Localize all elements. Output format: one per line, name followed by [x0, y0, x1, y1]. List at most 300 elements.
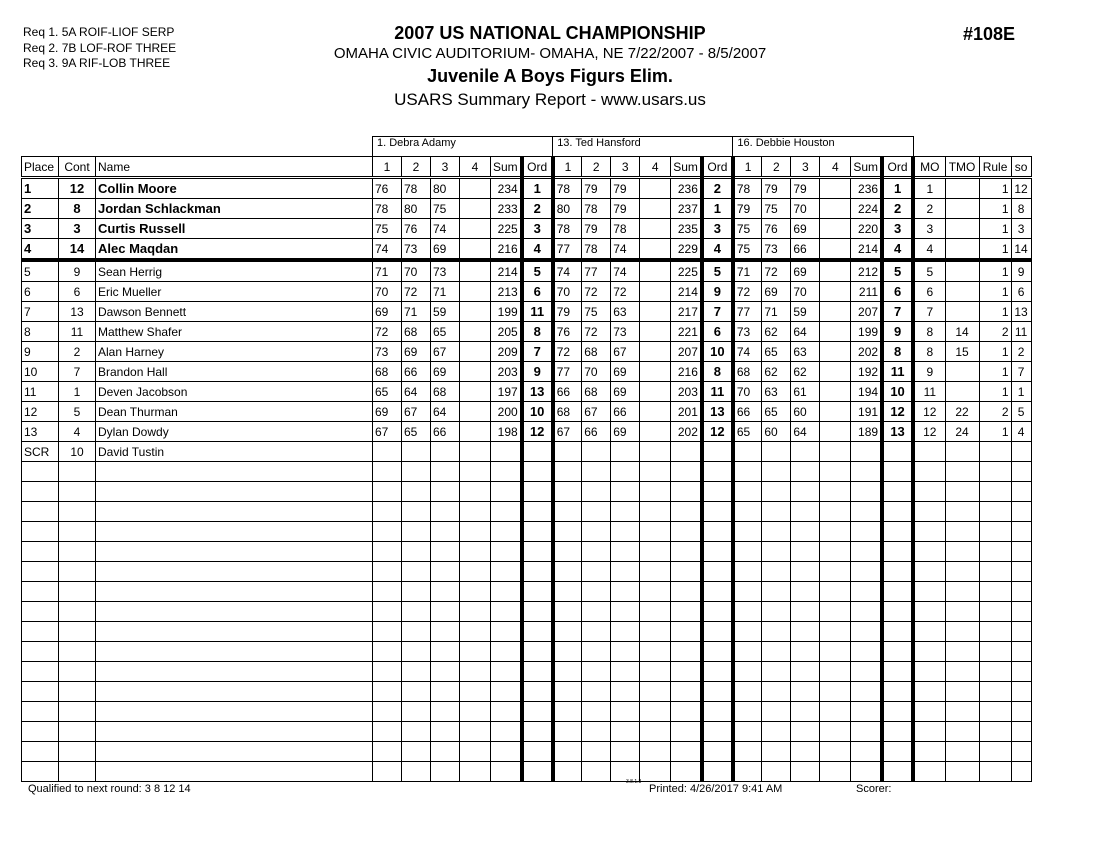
- score-cell: 78: [373, 199, 402, 219]
- score-cell: 75: [373, 219, 402, 239]
- empty-cell: [945, 462, 979, 482]
- score-cell: 76: [402, 219, 431, 239]
- empty-cell: [640, 462, 671, 482]
- col-judge2-ord: Ord: [702, 157, 733, 178]
- empty-cell: [733, 542, 762, 562]
- total-majority-ordinal: [945, 362, 979, 382]
- score-cell: 72: [582, 282, 611, 302]
- empty-cell: [1011, 682, 1031, 702]
- empty-cell: [762, 462, 791, 482]
- empty-cell: [882, 622, 913, 642]
- empty-cell: [373, 622, 402, 642]
- empty-cell: [820, 602, 851, 622]
- empty-cell: [762, 722, 791, 742]
- score-cell: 69: [373, 302, 402, 322]
- skater-name: Dean Thurman: [96, 402, 373, 422]
- empty-cell: [820, 722, 851, 742]
- score-cell: [820, 322, 851, 342]
- empty-cell: [582, 682, 611, 702]
- col-judge2-s3: 3: [611, 157, 640, 178]
- empty-cell: [522, 522, 553, 542]
- col-place: Place: [22, 157, 59, 178]
- empty-cell: [431, 682, 460, 702]
- empty-cell: [611, 662, 640, 682]
- majority-ordinal: 6: [913, 282, 945, 302]
- empty-cell: [762, 542, 791, 562]
- empty-cell: [851, 742, 882, 762]
- empty-cell: [882, 642, 913, 662]
- score-cell: [460, 402, 491, 422]
- score-cell: 77: [553, 239, 582, 261]
- empty-cell: [59, 662, 96, 682]
- empty-cell: [1011, 622, 1031, 642]
- score-cell: 75: [733, 219, 762, 239]
- contestant-number: 8: [59, 199, 96, 219]
- empty-cell: [553, 622, 582, 642]
- judge-ordinal: 3: [882, 219, 913, 239]
- empty-cell: [553, 582, 582, 602]
- empty-cell: [851, 562, 882, 582]
- total-majority-ordinal: 22: [945, 402, 979, 422]
- empty-cell: [402, 622, 431, 642]
- score-cell: [553, 442, 582, 462]
- judge-ordinal: 10: [882, 382, 913, 402]
- empty-cell: [402, 502, 431, 522]
- empty-cell: [460, 642, 491, 662]
- empty-cell: [762, 582, 791, 602]
- col-judge3-s4: 4: [820, 157, 851, 178]
- empty-cell: [791, 662, 820, 682]
- empty-cell: [1011, 742, 1031, 762]
- table-row: [22, 342, 1032, 362]
- empty-cell: [96, 642, 373, 662]
- empty-cell: [402, 762, 431, 782]
- empty-cell: [582, 642, 611, 662]
- empty-cell: [460, 722, 491, 742]
- score-cell: [460, 302, 491, 322]
- score-cell: 65: [733, 422, 762, 442]
- place-cell: 3: [22, 219, 59, 239]
- score-cell: 70: [582, 362, 611, 382]
- score-cell: [820, 442, 851, 462]
- empty-cell: [791, 702, 820, 722]
- empty-cell: [671, 502, 702, 522]
- empty-cell: [733, 622, 762, 642]
- score-cell: 65: [762, 402, 791, 422]
- rule-cell: 1: [979, 239, 1011, 261]
- empty-row: [22, 602, 1032, 622]
- score-cell: [640, 362, 671, 382]
- judge-ordinal: 8: [882, 342, 913, 362]
- score-cell: [460, 342, 491, 362]
- majority-ordinal: [913, 442, 945, 462]
- score-cell: 69: [431, 239, 460, 261]
- score-cell: 78: [582, 199, 611, 219]
- empty-cell: [762, 562, 791, 582]
- empty-cell: [553, 722, 582, 742]
- empty-cell: [22, 482, 59, 502]
- score-cell: 67: [611, 342, 640, 362]
- empty-cell: [671, 582, 702, 602]
- empty-cell: [945, 502, 979, 522]
- empty-cell: [491, 482, 522, 502]
- empty-cell: [851, 702, 882, 722]
- score-cell: 79: [762, 178, 791, 199]
- start-order: 3: [1011, 219, 1031, 239]
- col-judge3-s2: 2: [762, 157, 791, 178]
- empty-cell: [96, 662, 373, 682]
- empty-cell: [791, 562, 820, 582]
- empty-row: [22, 622, 1032, 642]
- score-cell: [820, 382, 851, 402]
- empty-row: [22, 682, 1032, 702]
- empty-cell: [791, 482, 820, 502]
- empty-cell: [373, 522, 402, 542]
- score-cell: 66: [733, 402, 762, 422]
- empty-cell: [702, 642, 733, 662]
- judge-ordinal: 6: [522, 282, 553, 302]
- empty-cell: [59, 762, 96, 782]
- score-cell: 77: [582, 260, 611, 282]
- judge-ordinal: 7: [522, 342, 553, 362]
- judge-ordinal: 9: [882, 322, 913, 342]
- score-cell: [640, 178, 671, 199]
- empty-cell: [402, 462, 431, 482]
- score-cell: [640, 302, 671, 322]
- empty-cell: [851, 682, 882, 702]
- empty-cell: [460, 482, 491, 502]
- place-cell: SCR: [22, 442, 59, 462]
- empty-cell: [522, 762, 553, 782]
- empty-cell: [522, 622, 553, 642]
- empty-cell: [1011, 562, 1031, 582]
- table-row: [22, 199, 1032, 219]
- empty-cell: [640, 682, 671, 702]
- score-cell: [820, 342, 851, 362]
- score-cell: 79: [553, 302, 582, 322]
- place-cell: 4: [22, 239, 59, 261]
- empty-cell: [491, 462, 522, 482]
- empty-cell: [402, 742, 431, 762]
- empty-cell: [96, 762, 373, 782]
- score-cell: 65: [402, 422, 431, 442]
- skater-name: Dylan Dowdy: [96, 422, 373, 442]
- empty-cell: [491, 542, 522, 562]
- score-cell: 67: [431, 342, 460, 362]
- empty-cell: [913, 682, 945, 702]
- judge-ordinal: 7: [882, 302, 913, 322]
- empty-cell: [979, 702, 1011, 722]
- empty-cell: [913, 742, 945, 762]
- empty-cell: [791, 622, 820, 642]
- empty-cell: [702, 462, 733, 482]
- empty-cell: [22, 522, 59, 542]
- empty-cell: [59, 562, 96, 582]
- empty-cell: [373, 582, 402, 602]
- empty-row: [22, 742, 1032, 762]
- score-cell: 72: [733, 282, 762, 302]
- skater-name: Dawson Bennett: [96, 302, 373, 322]
- empty-cell: [491, 762, 522, 782]
- score-cell: 67: [582, 402, 611, 422]
- empty-cell: [96, 722, 373, 742]
- place-cell: 6: [22, 282, 59, 302]
- score-cell: 79: [582, 219, 611, 239]
- col-judge2-s2: 2: [582, 157, 611, 178]
- empty-cell: [979, 522, 1011, 542]
- contestant-number: 12: [59, 178, 96, 199]
- empty-cell: [640, 502, 671, 522]
- judge-ordinal: 4: [882, 239, 913, 261]
- empty-cell: [913, 522, 945, 542]
- empty-cell: [791, 642, 820, 662]
- judge-sum: 199: [491, 302, 522, 322]
- score-cell: [460, 442, 491, 462]
- empty-cell: [1011, 542, 1031, 562]
- empty-cell: [702, 722, 733, 742]
- empty-cell: [491, 702, 522, 722]
- requirement-3: Req 3. 9A RIF-LOB THREE: [23, 56, 171, 70]
- scorer-label: Scorer:: [856, 783, 892, 795]
- empty-cell: [582, 522, 611, 542]
- empty-cell: [762, 702, 791, 722]
- col-mo: MO: [913, 157, 945, 178]
- rule-cell: 1: [979, 382, 1011, 402]
- empty-cell: [611, 462, 640, 482]
- score-cell: [460, 178, 491, 199]
- score-cell: [820, 199, 851, 219]
- empty-cell: [913, 562, 945, 582]
- empty-cell: [431, 522, 460, 542]
- empty-cell: [913, 602, 945, 622]
- score-cell: 70: [373, 282, 402, 302]
- score-cell: 74: [733, 342, 762, 362]
- empty-cell: [59, 482, 96, 502]
- rule-cell: 1: [979, 282, 1011, 302]
- empty-cell: [945, 582, 979, 602]
- judge-ordinal: 13: [702, 402, 733, 422]
- empty-cell: [59, 522, 96, 542]
- empty-cell: [553, 482, 582, 502]
- score-cell: 74: [373, 239, 402, 261]
- rule-cell: 2: [979, 322, 1011, 342]
- score-cell: 71: [402, 302, 431, 322]
- score-cell: 77: [733, 302, 762, 322]
- empty-cell: [702, 542, 733, 562]
- rule-cell: 1: [979, 260, 1011, 282]
- empty-cell: [979, 622, 1011, 642]
- score-cell: [640, 282, 671, 302]
- empty-cell: [431, 582, 460, 602]
- empty-cell: [431, 742, 460, 762]
- score-cell: 80: [402, 199, 431, 219]
- judge-ordinal: 12: [882, 402, 913, 422]
- score-cell: 71: [762, 302, 791, 322]
- empty-cell: [1011, 582, 1031, 602]
- empty-cell: [1011, 522, 1031, 542]
- score-cell: 75: [431, 199, 460, 219]
- score-cell: 78: [582, 239, 611, 261]
- empty-cell: [913, 662, 945, 682]
- total-majority-ordinal: [945, 260, 979, 282]
- score-cell: [640, 260, 671, 282]
- judge-ordinal: 5: [702, 260, 733, 282]
- place-cell: 7: [22, 302, 59, 322]
- empty-cell: [460, 702, 491, 722]
- contestant-number: 14: [59, 239, 96, 261]
- empty-cell: [791, 542, 820, 562]
- empty-cell: [402, 582, 431, 602]
- empty-cell: [582, 562, 611, 582]
- judge-ordinal: 5: [882, 260, 913, 282]
- empty-cell: [1011, 462, 1031, 482]
- empty-cell: [491, 682, 522, 702]
- empty-cell: [945, 702, 979, 722]
- empty-cell: [945, 762, 979, 782]
- judge-sum: 229: [671, 239, 702, 261]
- empty-cell: [22, 702, 59, 722]
- empty-cell: [96, 482, 373, 502]
- col-judge2-s4: 4: [640, 157, 671, 178]
- empty-cell: [522, 682, 553, 702]
- empty-cell: [22, 582, 59, 602]
- score-cell: 72: [373, 322, 402, 342]
- empty-cell: [96, 622, 373, 642]
- judge-ordinal: 4: [702, 239, 733, 261]
- total-majority-ordinal: [945, 178, 979, 199]
- empty-cell: [851, 602, 882, 622]
- col-judge1-s2: 2: [402, 157, 431, 178]
- empty-cell: [882, 582, 913, 602]
- empty-cell: [611, 542, 640, 562]
- empty-cell: [611, 642, 640, 662]
- empty-cell: [22, 622, 59, 642]
- score-cell: 70: [733, 382, 762, 402]
- empty-cell: [582, 542, 611, 562]
- event-title: Juvenile A Boys Figurs Elim.: [427, 66, 673, 86]
- empty-cell: [945, 542, 979, 562]
- empty-cell: [553, 542, 582, 562]
- empty-cell: [733, 602, 762, 622]
- judge-ordinal: 11: [522, 302, 553, 322]
- skater-name: Jordan Schlackman: [96, 199, 373, 219]
- contestant-number: 2: [59, 342, 96, 362]
- empty-cell: [820, 542, 851, 562]
- col-judge2-sum: Sum: [671, 157, 702, 178]
- empty-cell: [762, 642, 791, 662]
- empty-cell: [611, 702, 640, 722]
- judge-sum: 202: [851, 342, 882, 362]
- empty-cell: [373, 482, 402, 502]
- score-cell: [611, 442, 640, 462]
- col-judge3-sum: Sum: [851, 157, 882, 178]
- empty-cell: [945, 622, 979, 642]
- requirements-list: [23, 25, 176, 72]
- judge-ordinal: 13: [522, 382, 553, 402]
- score-cell: 68: [373, 362, 402, 382]
- empty-cell: [882, 462, 913, 482]
- empty-cell: [882, 702, 913, 722]
- empty-cell: [762, 602, 791, 622]
- empty-cell: [979, 542, 1011, 562]
- score-cell: 67: [402, 402, 431, 422]
- judge-sum: 199: [851, 322, 882, 342]
- empty-cell: [791, 722, 820, 742]
- score-cell: 72: [762, 260, 791, 282]
- empty-cell: [671, 662, 702, 682]
- judge-sum: 216: [671, 362, 702, 382]
- place-cell: 8: [22, 322, 59, 342]
- place-cell: 5: [22, 260, 59, 282]
- score-cell: [733, 442, 762, 462]
- empty-cell: [820, 642, 851, 662]
- judge-3-name: 16. Debbie Houston: [733, 137, 913, 157]
- rule-cell: 2: [979, 402, 1011, 422]
- start-order: 5: [1011, 402, 1031, 422]
- judge-ordinal: 3: [702, 219, 733, 239]
- empty-row: [22, 482, 1032, 502]
- score-cell: [582, 442, 611, 462]
- score-cell: 70: [791, 282, 820, 302]
- empty-cell: [882, 662, 913, 682]
- empty-cell: [1011, 662, 1031, 682]
- empty-cell: [851, 542, 882, 562]
- majority-ordinal: 1: [913, 178, 945, 199]
- score-cell: [820, 362, 851, 382]
- empty-cell: [59, 462, 96, 482]
- score-cell: 69: [791, 260, 820, 282]
- empty-cell: [611, 622, 640, 642]
- score-cell: 68: [553, 402, 582, 422]
- score-cell: [640, 402, 671, 422]
- empty-cell: [640, 662, 671, 682]
- requirement-1: Req 1. 5A ROIF-LIOF SERP: [23, 25, 175, 39]
- empty-cell: [640, 622, 671, 642]
- empty-cell: [762, 762, 791, 782]
- score-cell: 69: [402, 342, 431, 362]
- empty-cell: [702, 702, 733, 722]
- empty-cell: [460, 522, 491, 542]
- empty-cell: [553, 522, 582, 542]
- empty-cell: [582, 502, 611, 522]
- empty-cell: [882, 762, 913, 782]
- empty-cell: [96, 462, 373, 482]
- score-cell: 68: [582, 342, 611, 362]
- empty-cell: [1011, 702, 1031, 722]
- score-cell: [640, 239, 671, 261]
- empty-cell: [522, 462, 553, 482]
- empty-cell: [582, 702, 611, 722]
- empty-cell: [96, 602, 373, 622]
- empty-cell: [22, 462, 59, 482]
- empty-cell: [979, 662, 1011, 682]
- empty-cell: [671, 682, 702, 702]
- empty-cell: [671, 702, 702, 722]
- score-cell: [820, 402, 851, 422]
- total-majority-ordinal: [945, 302, 979, 322]
- empty-cell: [491, 622, 522, 642]
- judge-sum: [851, 442, 882, 462]
- score-cell: [820, 219, 851, 239]
- rule-cell: 1: [979, 178, 1011, 199]
- majority-ordinal: 2: [913, 199, 945, 219]
- empty-cell: [733, 662, 762, 682]
- score-cell: [402, 442, 431, 462]
- judge-sum: 236: [671, 178, 702, 199]
- skater-name: Alan Harney: [96, 342, 373, 362]
- empty-cell: [522, 562, 553, 582]
- empty-cell: [820, 562, 851, 582]
